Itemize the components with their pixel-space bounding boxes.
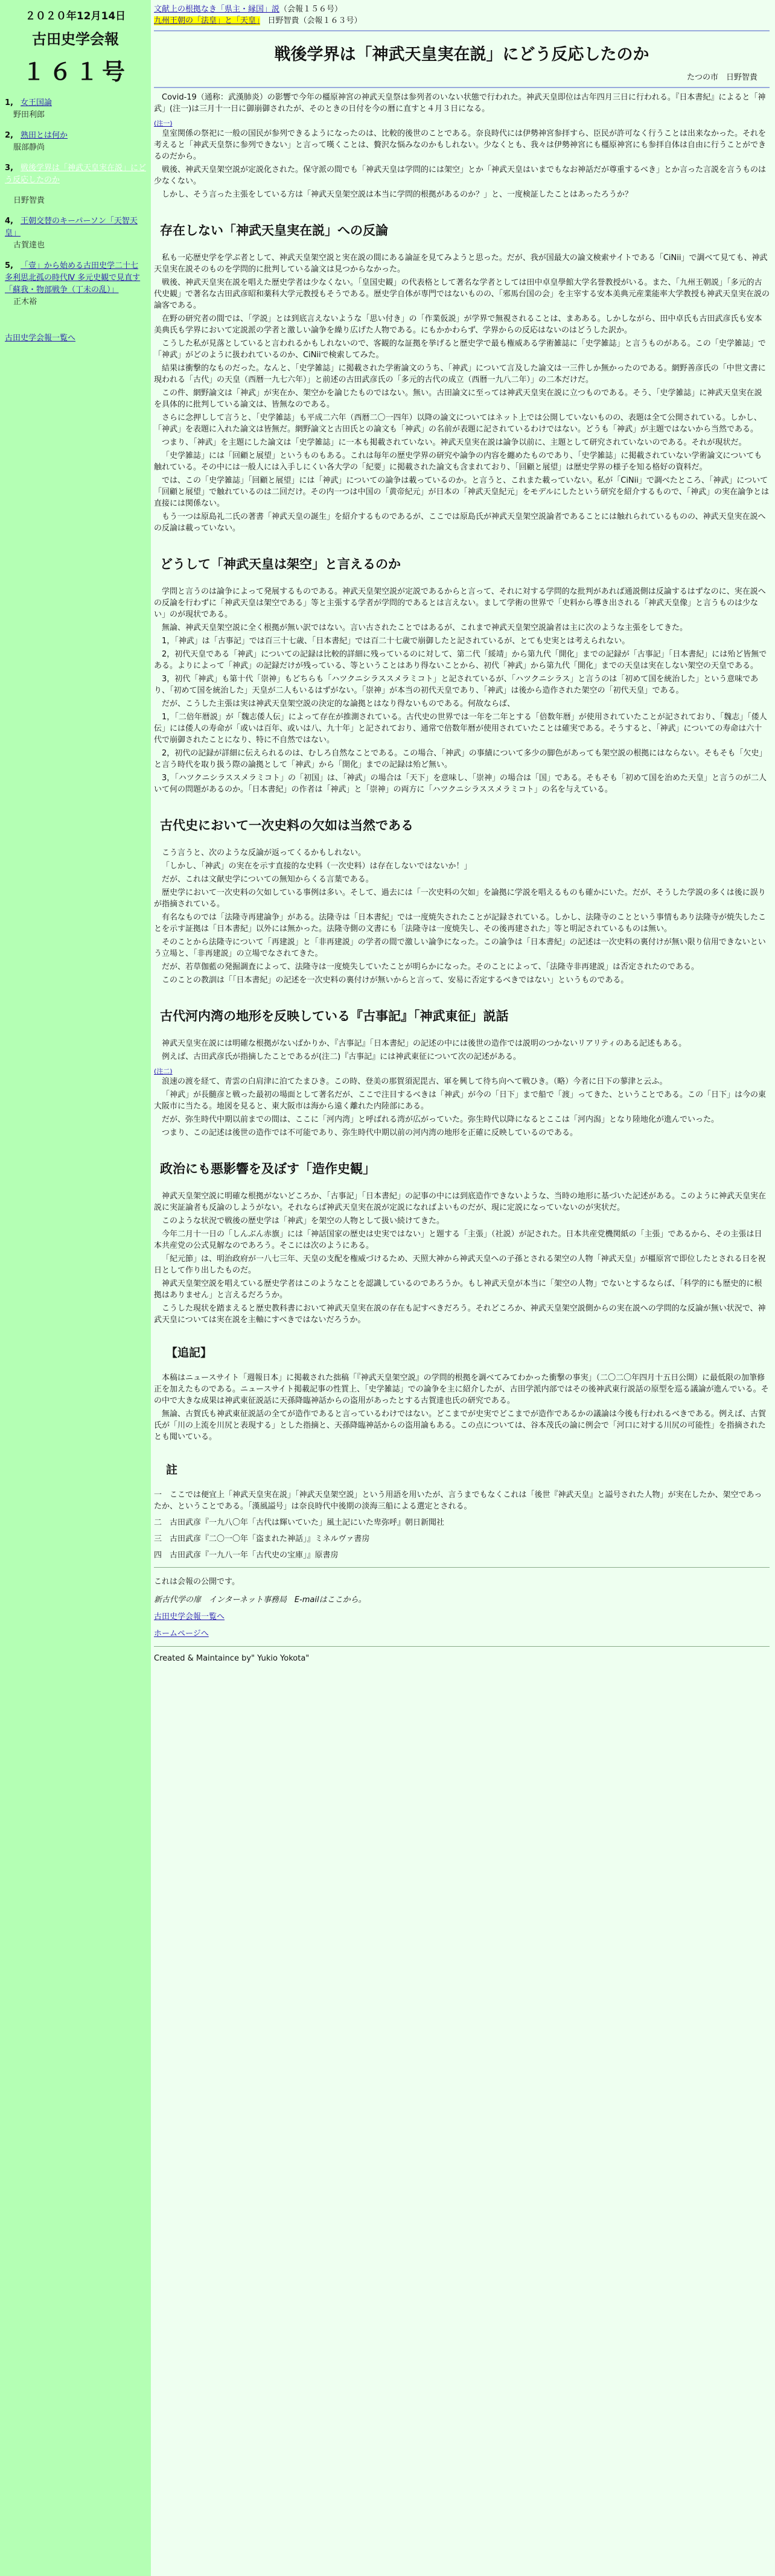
- footer-rule-2: [154, 1646, 770, 1647]
- toc-author: 正木裕: [13, 297, 37, 307]
- paragraph: 無論、古賀氏も神武東征説話の全てが造作であると言っているわけではない。どこまでが史実でどこまでが造作であるかの議論は今後も行われるべきである。例えば、古賀氏が「川の上流を川尻と表現する」とした指摘と、天孫降臨神話からの盗用論もある。この点については、谷本茂氏の論に例会で「河口に対する川尻の可能性」を指摘されたとも聞いている。: [154, 1410, 767, 1442]
- issue-number: １６１号: [22, 59, 129, 85]
- paragraph: 皇室関係の祭祀に一般の国民が参列できるようになったのは、比較的後世のことである。奈良時代には伊勢神宮参拝すら、臣民が許可なく行うことは出来なかった。それを考えると「神武天皇祭に参列できない」と言って嘆くことは、贅沢な悩みなのかもしれない。少なくとも、我々は伊勢神宮にも橿原神宮にも参拝自体は自由に行うことができるのだから。: [154, 129, 767, 161]
- back-to-index-link[interactable]: 古田史学会報一覧へ: [5, 334, 76, 343]
- toc-author: 日野智貴: [13, 196, 45, 205]
- footer-index-link[interactable]: 古田史学会報一覧へ: [154, 1612, 225, 1621]
- section-heading: 政治にも悪影響を及ぼす「造作史観」: [160, 1162, 375, 1176]
- article-section: [154, 1159, 770, 1326]
- notes-title: 註: [166, 1463, 178, 1477]
- paragraph: 1，「神武」は「古事記」では百三十七歳、「日本書紀」では百二十七歳で崩御したと記されているが、とても史実とは考えられない。: [162, 637, 630, 646]
- article-title: 戦後学界は「神武天皇実在説」にどう反応したのか: [274, 45, 649, 64]
- toc-link-5[interactable]: 「壹」から始める古田史学二十七 多利思北孤の時代Ⅳ 多元史観で見直す「蘇我・物部戦争（丁未の乱）」: [5, 261, 141, 294]
- toc-author: 古賀達也: [13, 241, 45, 250]
- paragraph: 本稿はニュースサイト「週報日本」に掲載された拙稿「『神武天皇架空説』の学問的根拠を調べてみてわかった衝撃の事実」（二〇二〇年四月十五日公開）に最低限の加筆修正を加えたものである。ニュースサイト掲載記事の性質上、「史学雑誌」での論争を主に紹介したが、古田学派内部ではその後神武東行説話の原型を巡る議論が進んでいる。その中で大きな成果は神武東征説話に天孫降臨神話からの盗用があったとする古賀達也氏の研究である。: [154, 1373, 769, 1405]
- toc-number: 3,: [5, 164, 13, 173]
- paragraph: 神武天皇架空説を唱えている歴史学者はこのようなことを認識しているのであろうか。もし神武天皇が本当に「架空の人物」でないとするならば、「科学的にも歴史的に根拠はありません」と言えるだろうか。: [154, 1279, 762, 1300]
- paragraph: こうした現状を踏まえると歴史教科書において神武天皇実在説の存在も記すべきだろう。それどころか、神武天皇架空説側からの実在説への学問的な反論が無い状況で、神武天皇については実在説を主軸にすべきではないだろうか。: [154, 1304, 766, 1325]
- paragraph: では、この「史学雑誌」「回顧と展望」には「神武」についての論争は載っているのか。と言うと、これまた載っていない。私が「CiNii」で調べたところ、「神武」について「回顧と展望」で触れているのは二回だけ。その内一つは中国の「黄帝紀元」が日本の「神武天皇紀元」をモデルにしたという研究を紹介するもので、「神武」の実在論争とは直接には関係ない。: [154, 476, 770, 508]
- paragraph: 「紀元節」は、明治政府が一八七三年、天皇の支配を権威づけるため、天照大神から神武天皇への子孫とされる架空の人物「神武天皇」が橿原宮で即位したとされる日を祝日として作り出したものだ。: [154, 1255, 766, 1275]
- footer: [154, 1576, 770, 1665]
- intro-section: [154, 92, 770, 200]
- footer-office-text: 新古代学の扉 インターネット事務局 E-mailはここから。: [154, 1595, 366, 1604]
- paragraph: さらに念押しして言うと、「史学雑誌」も平成二六年（西暦二〇一四年）以降の論文についてはネット上では公開していないものの、表題は全て公開されている。しかし、「神武」を表題に入れた論文は皆無だ。網野論文と古田氏との論文も「神武」の名前が表題に記されているわけではない。どうも「神武」が主題ではないから当然である。: [154, 413, 762, 434]
- header-rule: [154, 30, 770, 31]
- paragraph: 「神武」が長髄彦と戦った最初の場面として著名だが、ここで注目するべきは「神武」が今の「日下」まで船で「渡」ってきた、ということである。この「日下」は今の東大阪市に当たる。地図を見ると、東大阪市は海から遠く離れた内陸部にある。: [154, 1090, 767, 1111]
- issue-date: ２０２０年12月14日: [25, 10, 126, 22]
- sidebar: [0, 0, 151, 2576]
- paragraph: 「しかし、「神武」の実在を示す直接的な史料（一次史料）は存在しないではないか！」: [162, 862, 472, 871]
- toc-item-2: [5, 130, 146, 154]
- footnote-ref-link[interactable]: (注一): [154, 119, 173, 127]
- notes-list: [154, 1489, 770, 1561]
- toc-number: 5,: [5, 261, 13, 270]
- back-link-wrap: [5, 332, 146, 345]
- footnote-ref-link[interactable]: (注二): [154, 1067, 173, 1075]
- toc-item-5: [5, 260, 146, 308]
- paragraph: 戦後、神武天皇架空説が定説化された。保守派の間でも「神武天皇は学問的には架空」とか「神武天皇はいまでもなお神話だが尊重するべき」とか言った言説を言うものは少なくない。: [154, 165, 767, 186]
- footer-home-link[interactable]: ホームページへ: [154, 1629, 209, 1638]
- table-of-contents: [5, 97, 146, 345]
- title-rule: [154, 87, 770, 88]
- toc-link-4[interactable]: 王朝交替のキーパーソン「天智天皇」: [5, 217, 138, 238]
- toc-author: 野田利郎: [13, 110, 45, 119]
- footer-rule: [154, 1567, 770, 1568]
- paragraph: つまり、この記述は後世の造作では不可能であり、弥生時代中期以前の河内湾の地形を正確に反映しているのである。: [162, 1128, 578, 1137]
- paragraph: そのことから法隆寺について「再建説」と「非再建説」の学者の間で激しい論争になった。この論争は「日本書紀」の記述は一次史料の裏付けが無い限り信用できないという立場と、「非再建説」の立場でなされてきた。: [154, 938, 766, 958]
- article-sections: [154, 221, 770, 1326]
- paragraph: 在野の研究者の間では、「学説」とは到底言えないような「思い付き」の「作業仮説」が学界で無視されることは、まあある。しかしながら、田中卓氏も古田武彦氏も安本美典氏も学界において定説派の学者と激しい論争を繰り広げた人物である。にもかかわらず、学界からの反応はないのはどうした訳か。: [154, 314, 762, 335]
- paragraph: このことの教訓は「「日本書紀」の記述を一次史料の裏付けが無いからと言って、安易に否定するべきではない」というものである。: [162, 976, 629, 985]
- paragraph: 例えば、古田武彦氏が指摘したことであるが(注二)『古事記』には神武東征について次の記述がある。: [162, 1052, 521, 1061]
- paragraph: だが、弥生時代中期以前までの間は、ここに「河内湾」と呼ばれる湾が広がっていた。弥生時代以降になるとここは「河内潟」となり陸地化が進んでいった。: [162, 1115, 719, 1124]
- footnote: 一 ここでは便宜上「神武天皇実在説」「神武天皇架空説」という用語を用いたが、言うまでもなくこれは「後世『神武天皇』と謚号された人物」が実在したか、架空であったか、ということである。「漢風謚号」は奈良時代中後期の淡海三船による選定とされる。: [154, 1490, 762, 1511]
- article-section: [154, 816, 770, 986]
- paragraph: 今年二月十一日の「しんぶん赤旗」には「神話国家の歴史は史実ではない」と題する「主張」（社説）が記された。日本共産党機関紙の「主張」であるから、その主張は日本共産党の公式見解なのであろう。そこには次のようにある。: [154, 1230, 762, 1250]
- paragraph: 2，初代天皇である「神武」についての記録は比較的詳細に残っているのに対して、第二代「綏靖」から第九代「開化」までの記録が「古事記」「日本書紀」には殆ど皆無である。よりによって「神武」の記録だけが残っている、等ということはあり得ないことから、初代「神武」から第九代「開化」までの天皇は実在しない架空の天皇である。: [154, 650, 767, 670]
- paragraph: 3，初代「神武」も第十代「崇神」もどちらも「ハツクニシラススメラミコト」と記されているが、「ハツクニシラス」と言うのは「初めて国を統治した」という意味であり、「初めて国を統治した」天皇が二人もいるはずがない。「崇神」が本当の初代天皇であり、「神武」は後から造作された架空の「初代天皇」である。: [154, 675, 759, 695]
- paragraph: 私も一応歴史学を学ぶ者として、神武天皇架空説と実在説の間にある論証を見てみようと思った。だが、我が国最大の論文検索サイトである「CiNii」で調べて見ても、神武天皇実在説そのものを学問的に批判している論文は見つからなかった。: [154, 253, 768, 274]
- footnote: 二 古田武彦『一九八〇年「古代は輝いていた」風土記にいた卑弥呼』朝日新聞社: [154, 1518, 445, 1527]
- paragraph: もう一つは原島礼二氏の著書「神武天皇の誕生」を紹介するものであるが、ここでは原島氏が神武天皇架空説論者であることには触れられているものの、神武天皇実在説への反論は載っていない。: [154, 512, 766, 533]
- toc-item-4: [5, 215, 146, 252]
- paragraph: 神武天皇架空説に明確な根拠がないどころか、「古事記」「日本書紀」の記事の中には到底造作できないような、当時の地形に基づいた記述がある。このように神武天皇実在説に実証論者も反論のしようがない。それならば神武天皇実在説が定説になればよいものだが、現に定説になっていないのが実状だ。: [154, 1192, 767, 1212]
- main-content: [154, 0, 770, 1665]
- toc-link-2[interactable]: 熟田とは何か: [21, 131, 68, 140]
- paragraph: 3，「ハツクニシラススメラミコト」の「初国」は、「神武」の場合は「天下」を意味し、「崇神」の場合は「国」である。そもそも「初めて国を治めた天皇」と言うのが二人いて何の問題があるのか。「日本書紀」の作者は「神武」と「崇神」の両方に「ハツクニシラススメラミコト」の名を与えている。: [154, 774, 767, 794]
- footer-request: これは会報の公開です。: [154, 1577, 240, 1586]
- toc-number: 1,: [5, 98, 13, 107]
- paragraph: 神武天皇実在説には明確な根拠がないばかりか、『古事記』「日本書紀」の記述の中には後世の造作では説明のつかないリアリティのある記述もある。: [162, 1039, 687, 1048]
- footer-office: [154, 1594, 770, 1606]
- toc-item-3-current: [5, 162, 146, 207]
- section-heading: 古代史において一次史料の欠如は当然である: [160, 818, 413, 833]
- toc-link-1[interactable]: 女王国論: [21, 98, 53, 107]
- footnote: 三 古田武彦『二〇一〇年「盗まれた神話」』ミネルヴァ書房: [154, 1534, 370, 1544]
- paragraph: 結果は衝撃的なものだった。なんと、「史学雑誌」に掲載された学術論文のうち、「神武」について言及した論文は一三件しか無かったのである。網野善彦氏の「中世文書に現われる「古代」の天皇（西暦一九七六年）」と前述の古田武彦氏の「多元的古代の成立（西暦一九八二年）」の二本だけだ。: [154, 364, 766, 384]
- paragraph: 歴史学において一次史料の欠如している事例は多い。そして、過去には「一次史料の欠如」を論拠に学説を唱えるものも確かにいた。だが、そうした学説の多くは後に誤りが指摘されている。: [154, 888, 766, 909]
- paragraph: 2，初代の記録が詳細に伝えられるのは、むしろ自然なことである。この場合、「神武」の事績について多少の脚色があっても架空説の根拠にはならない。そもそも「欠史」と言う時代を取り扱う際の論拠として「神武」から「開化」までの記録は殆ど無い。: [154, 749, 767, 769]
- toc-link-3[interactable]: 戦後学界は「神武天皇実在説」にどう反応したのか: [5, 164, 147, 185]
- section-heading: 存在しない「神武天皇実在説」への反論: [160, 223, 388, 238]
- newsletter-title: 古田史学会報: [32, 31, 119, 48]
- byline: たつの市 日野智貴: [686, 73, 757, 82]
- related-link-2[interactable]: 九州王朝の「法皇」と「天皇」: [154, 16, 260, 25]
- paragraph: こう言うと、次のような反論が返ってくるかもしれない。: [162, 848, 366, 857]
- paragraph: 浪速の渡を経て、青雲の白肩津に泊てたまひき。この時、登美の那賀須泥毘古、軍を興して待ち向へて戦ひき。（略）今者に日下の蓼津と云ふ。: [162, 1077, 668, 1086]
- paragraph: つまり、「神武」を主題にした論文は「史学雑誌」に一本も掲載されていない。神武天皇実在説は論争以前に、主題として研究されていないのである。それが現状だ。: [162, 438, 747, 447]
- related-link-2-meta: 日野智貴（会報１６３号）: [267, 16, 362, 25]
- postscript-title: 【追記】: [166, 1346, 212, 1360]
- footnote: 四 古田武彦『一九八一年「古代史の宝庫」』原書房: [154, 1551, 339, 1560]
- paragraph: だが、これは文献史学についての無知からくる言葉である。: [162, 875, 374, 884]
- paragraph: このような状況で戦後の歴史学は「神武」を架空の人物として扱い続けてきた。: [162, 1216, 445, 1226]
- toc-number: 2,: [5, 131, 13, 140]
- paragraph: 有名なものでは「法隆寺再建論争」がある。法隆寺は「日本書紀」では一度焼失されたことが記録されている。しかし、法隆寺のことという事情もあり法隆寺が焼失したことを示す証拠は「日本書紀」以外には無かった。法隆寺側の文書にも「法隆寺は一度焼失し、その後再建された」等と明記されているものは無い。: [154, 913, 767, 933]
- related-link-1[interactable]: 文献上の根拠なき「県主・縁国」説: [154, 5, 280, 14]
- paragraph: 「史学雑誌」には「回顧と展望」というものもある。これは毎年の歴史学界の研究や論争の内容を纏めたものであり、「史学雑誌」に掲載されていない学術論文についても触れている。その中には一般人には入手しにくい各大学の「紀要」に掲載された論文も含まれており、「回顧と展望」は歴史学界の様子を知る格好の資料だ。: [154, 451, 762, 472]
- paragraph: こうした私が見落としていると言われるかもしれないので、客観的な証拠を挙げると歴史学で最も権威ある学術雑誌に「史学雑誌」と言うものがある。この「史学雑誌」で「神武」がどのように扱われているのか、CiNiiで検索してみた。: [154, 339, 766, 360]
- paragraph: 無論、神武天皇架空説に全く根拠が無い訳ではない。言い古されたことではあるが、これまで神武天皇架空説論者は主に次のような主張をしてきた。: [162, 623, 688, 632]
- article-section: [154, 555, 770, 795]
- footer-credit: Created & Maintaince by" Yukio Yokota": [154, 1654, 310, 1663]
- paragraph: 学問と言うのは論争によって発展するものである。神武天皇架空説が定説であるからと言って、それに対する学問的な批判があれば通説側は反論するはずなのに、実在説への反論を行わずに「神武天皇は架空である」等と主張する学者が学問的であるとは言えない。まして学術の世界で「史料から導き出される「神武天皇像」と言うものは少ない」のが現状である。: [154, 587, 766, 619]
- toc-number: 4,: [5, 217, 13, 226]
- paragraph: しかし、そう言った主張をしている方は「神武天皇架空説は本当に学問的根拠があるのか？」と、一度検証したことはあったろうか？: [162, 190, 633, 199]
- paragraph: Covid-19（通称：武漢肺炎）の影響で今年の橿原神宮の神武天皇祭は参列者のいない状態で行われた。神武天皇即位は古年四月三日に行われる。『日本書紀』によると「神武」(注一)は三月十一日に御崩御されたが、そのときの日付を今の暦に直すと４月３日になる。: [154, 93, 766, 113]
- section-heading: 古代河内湾の地形を反映している『古事記』「神武東征」説話: [160, 1009, 509, 1023]
- postscript-body: [154, 1372, 770, 1443]
- related-link-1-meta: （会報１５６号）: [279, 5, 343, 14]
- related-links: [154, 0, 770, 27]
- paragraph: この件、網野論文は「神武」が実在か、架空かを論じたものではない。無い。古田論文に至っては神武天皇実在説に立つものである。そう、「史学雑誌」に神武天皇実在説を具体的に批判している論文は、皆無なのである。: [154, 389, 762, 409]
- article-section: [154, 1007, 770, 1139]
- paragraph: 1，「二倍年暦説」が「魏志倭人伝」によって存在が推測されている。古代史の世界では一年を二年とする「倍数年暦」が使用されていたことが記されており、「魏志」「倭人伝」には倭人の寿命が「或いは百年、或いは八、九十年」と記されており、通常で倍数年暦が使用されていたことは確実である。そうすると、「神武」についての寿命は六十代で崩御されたことになり、特に不自然ではない。: [154, 713, 767, 745]
- article-section: [154, 221, 770, 534]
- toc-item-1: [5, 97, 146, 121]
- section-heading: どうして「神武天皇は架空」と言えるのか: [160, 557, 401, 571]
- toc-author: 服部静尚: [13, 143, 45, 152]
- paragraph: だが、こうした主張は実は神武天皇架空説の決定的な論拠とはなり得ないものである。何故ならば、: [162, 699, 515, 708]
- paragraph: だが、若草伽藍の発掘調査によって、法隆寺は一度焼失していたことが明らかになった。そのことによって、「法隆寺非再建説」は否定されたのである。: [162, 962, 699, 972]
- paragraph: 戦後、神武天皇実在説を唱えた歴史学者は少なくない。「皇国史観」の代表格として著名な学者としては田中卓皇學館大学名誉教授がいる。また、「九州王朝説」「多元的古代史観」で著名な古田武彦昭和薬科大学元教授もそうである。歴史学自体が専門ではないものの、「邪馬台国の会」を主宰する安本美典元産業能率大学教授も神武天皇実在説の論客である。: [154, 278, 770, 310]
